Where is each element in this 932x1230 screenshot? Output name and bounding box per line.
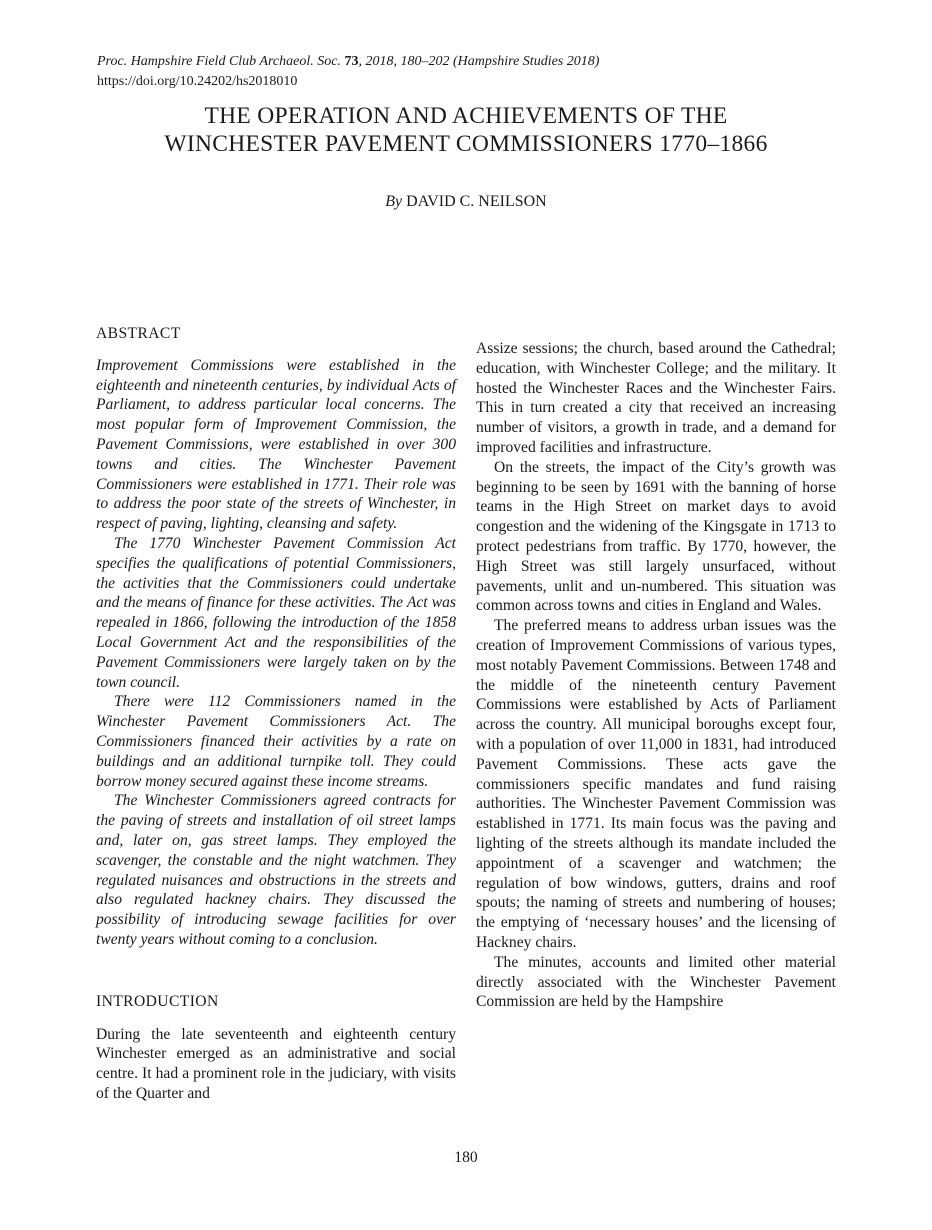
right-column [476,339,836,1012]
abstract-body [96,356,456,950]
author-name: DAVID C. NEILSON [406,193,547,210]
introduction-paragraph: During the late seventeenth and eighteenth century Winchester emerged as an administrative and social centre. It had a prominent role in the judiciary, with visits of the Quarter and [96,1025,456,1102]
body-paragraph: The minutes, accounts and limited other material directly associated with the Winchester Pavement Commission are held by the Hampshire [476,953,836,1011]
journal-name: Proc. Hampshire Field Club Archaeol. Soc. [97,54,341,69]
article-title [60,102,872,158]
abstract-paragraph: There were 112 Commissioners named in the Winchester Pavement Commissioners Act. The Commissioners financed their activities by a rate on buildings and an additional turnpike toll. They could borrow money secured against these income streams. [96,693,456,790]
page-number: 180 [454,1149,478,1166]
journal-pages: , 2018, 180–202 (Hampshire Studies 2018) [358,54,600,69]
byline [0,193,932,211]
abstract-paragraph: The 1770 Winchester Pavement Commission Act specifies the qualifications of potential Commissioners, the activities that the Commissioners could undertake and the means of finance for these activities. The Act was repealed in 1866, following the introduction of the 1858 Local Government Act and the responsibilities of the Pavement Commissioners were largely taken on by the town council. [96,534,456,691]
abstract-heading: ABSTRACT [96,325,181,342]
doi-link[interactable]: https://doi.org/10.24202/hs2018010 [97,74,298,89]
abstract-paragraph: The Winchester Commissioners agreed contracts for the paving of streets and installation of oil street lamps and, later on, gas street lamps. They employed the scavenger, the constable and the night watchmen. They regulated nuisances and obstructions in the streets and also regulated hackney chairs. They discussed the possibility of introducing sewage facilities for over twenty years without coming to a conclusion. [96,792,456,948]
body-paragraph: On the streets, the impact of the City’s growth was beginning to be seen by 1691 with the banning of horse teams in the High Street on market days to avoid congestion and the widening of the Kingsgate in 1713 to protect pedestrians from traffic. By 1770, however, the High Street was still largely unsurfaced, without pavements, unlit and un-numbered. This situation was common across towns and cities in England and Wales. [476,458,836,615]
title-line-1: THE OPERATION AND ACHIEVEMENTS OF THE [204,103,728,129]
byline-prefix: By [385,193,403,210]
abstract-paragraph: Improvement Commissions were established in the eighteenth and nineteenth centuries, by individual Acts of Parliament, to address particular local concerns. The most popular form of Improvement Commission, the Pavement Commissions, were established in over 300 towns and cities. The Winchester Pavement Commissioners were established in 1771. Their role was to address the poor state of the streets of Winchester, in respect of paving, lighting, cleansing and safety. [96,356,456,533]
left-column [96,324,456,1104]
title-line-2: WINCHESTER PAVEMENT COMMISSIONERS 1770–1866 [164,131,768,157]
journal-volume: 73 [344,54,359,69]
body-paragraph: The preferred means to address urban issues was the creation of Improvement Commissions of various types, most notably Pavement Commissions. Between 1748 and the middle of the nineteenth century Pavement Commissions were established by Acts of Parliament across the country. All municipal boroughs except four, with a population of over 11,000 in 1831, had introduced Pavement Commissions. These acts gave the commissioners specific mandates and fund raising authorities. The Winchester Pavement Commission was established in 1771. Its main focus was the paving and lighting of the streets although its mandate included the appointment of a scavenger and watchmen; the regulation of bow windows, gutters, drains and roof spouts; the naming of streets and numbering of houses; the emptying of ‘necessary houses’ and the licensing of Hackney chairs. [476,617,836,951]
journal-header [97,52,599,92]
introduction-heading: INTRODUCTION [96,992,219,1010]
citation-line [97,52,599,72]
body-paragraph: Assize sessions; the church, based around the Cathedral; education, with Winchester College; and the military. It hosted the Winchester Races and the Winchester Fairs. This in turn created a city that received an increasing number of visitors, a growth in trade, and a demand for improved facilities and infrastructure. [476,340,836,456]
